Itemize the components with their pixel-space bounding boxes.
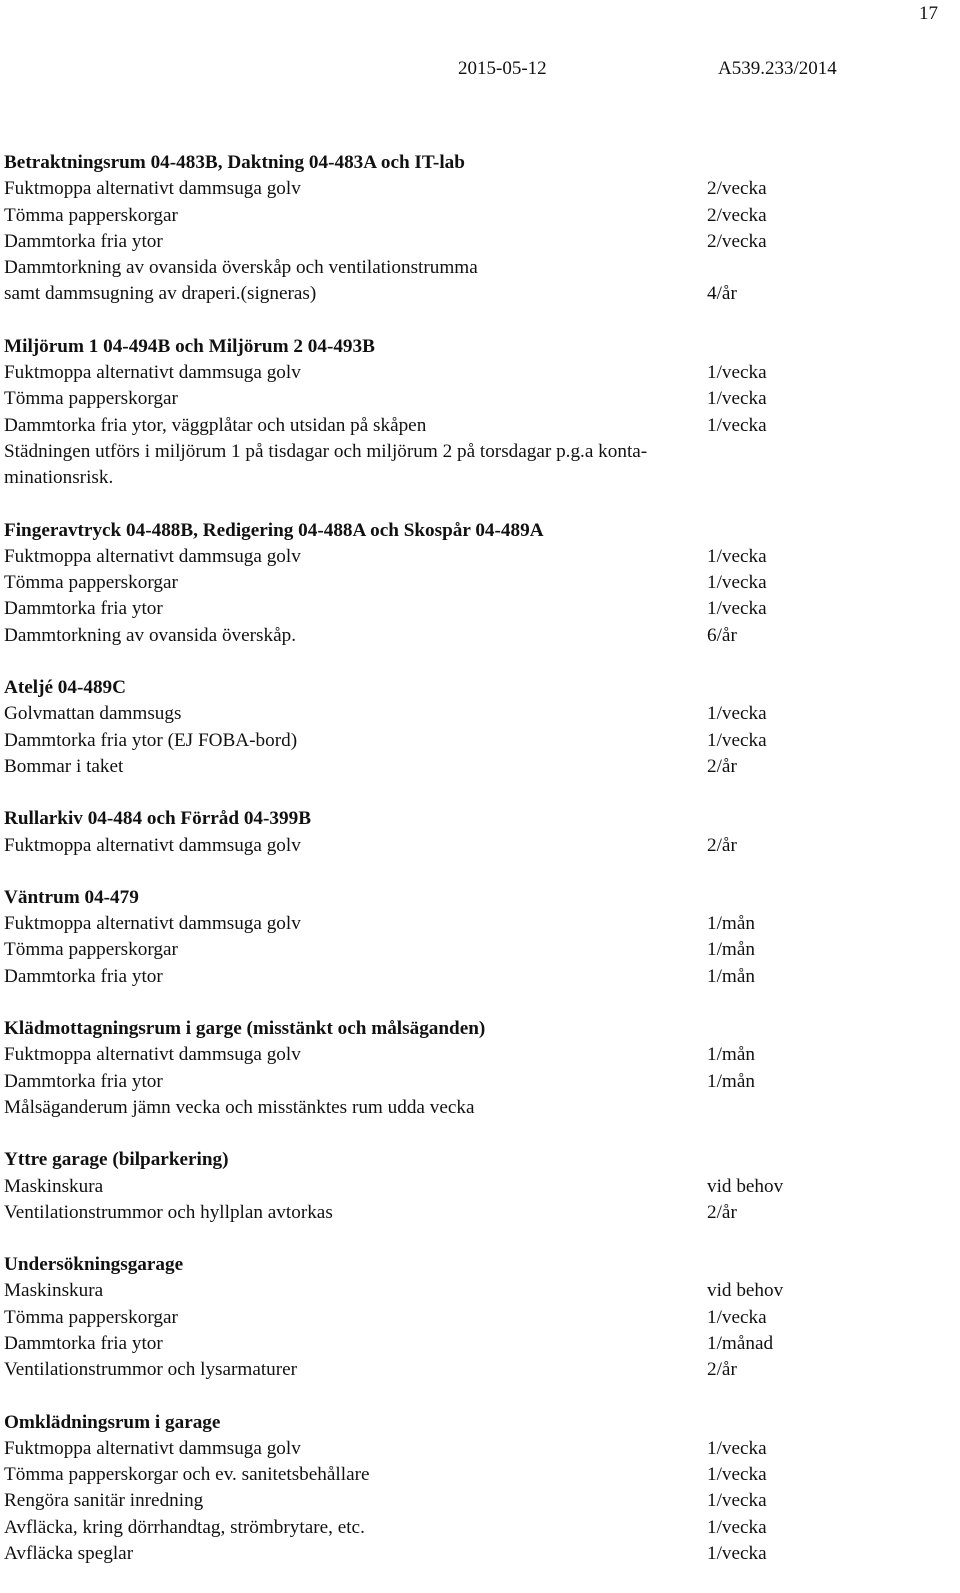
task-row	[4, 281, 904, 307]
room-section	[4, 806, 904, 859]
task-row	[4, 544, 904, 570]
task-frequency: 6/år	[707, 624, 737, 646]
task-frequency: 1/vecka	[707, 1543, 767, 1565]
task-frequency: 1/vecka	[707, 388, 767, 410]
task-row	[4, 570, 904, 596]
document-reference: A539.233/2014	[718, 58, 837, 79]
task-description: Fuktmoppa alternativt dammsuga golv	[4, 834, 301, 856]
section-heading: Väntrum 04-479	[4, 886, 139, 908]
task-frequency: 2/år	[707, 1201, 737, 1223]
task-row	[4, 623, 904, 649]
room-section	[4, 1410, 904, 1568]
section-heading: Fingeravtryck 04-488B, Redigering 04-488A och Skospår 04-489A	[4, 519, 544, 541]
task-description: Målsäganderum jämn vecka och misstänktes rum udda vecka	[4, 1096, 475, 1118]
task-frequency: 1/vecka	[707, 545, 767, 567]
task-description: Fuktmoppa alternativt dammsuga golv	[4, 1044, 301, 1066]
task-row	[4, 754, 904, 780]
task-description: Ventilationstrummor och lysarmaturer	[4, 1359, 298, 1381]
task-description: Tömma papperskorgar	[4, 939, 178, 961]
task-frequency: 1/vecka	[707, 1437, 767, 1459]
task-row	[4, 1305, 904, 1331]
task-row	[4, 937, 904, 963]
task-frequency: 1/vecka	[707, 362, 767, 384]
task-description: Avfläcka, kring dörrhandtag, strömbrytare, etc.	[4, 1516, 365, 1538]
task-description: Maskinskura	[4, 1280, 104, 1302]
task-row	[4, 1095, 904, 1121]
room-section	[4, 675, 904, 780]
section-heading: Omklädningsrum i garage	[4, 1411, 221, 1433]
task-description: Dammtorka fria ytor (EJ FOBA-bord)	[4, 729, 298, 751]
task-row	[4, 911, 904, 937]
task-row	[4, 833, 904, 859]
document-date: 2015-05-12	[458, 58, 547, 79]
task-frequency: 1/månad	[707, 1332, 774, 1354]
task-description: Städningen utförs i miljörum 1 på tisdagar och miljörum 2 på torsdagar p.g.a konta-	[4, 440, 648, 462]
task-description: Rengöra sanitär inredning	[4, 1490, 204, 1512]
room-section	[4, 518, 904, 649]
task-row	[4, 1515, 904, 1541]
task-description: samt dammsugning av draperi.(signeras)	[4, 283, 317, 305]
task-row	[4, 701, 904, 727]
room-section	[4, 1252, 904, 1383]
task-description: Tömma papperskorgar	[4, 1306, 178, 1328]
task-frequency: 1/mån	[707, 939, 755, 961]
task-description: Dammtorka fria ytor, väggplåtar och utsidan på skåpen	[4, 414, 427, 436]
task-row	[4, 176, 904, 202]
task-row	[4, 1357, 904, 1383]
task-row	[4, 1278, 904, 1304]
task-frequency: 1/vecka	[707, 572, 767, 594]
task-description: Dammtorka fria ytor	[4, 1070, 163, 1092]
task-row	[4, 1200, 904, 1226]
task-row	[4, 1042, 904, 1068]
task-frequency: 1/vecka	[707, 1490, 767, 1512]
task-description: minationsrisk.	[4, 467, 114, 489]
task-row	[4, 596, 904, 622]
task-frequency: 4/år	[707, 283, 737, 305]
task-frequency: 2/vecka	[707, 230, 767, 252]
room-section	[4, 1016, 904, 1121]
task-description: Bommar i taket	[4, 755, 124, 777]
task-description: Dammtorka fria ytor	[4, 598, 163, 620]
task-description: Fuktmoppa alternativt dammsuga golv	[4, 913, 301, 935]
room-section	[4, 1147, 904, 1226]
task-description: Tömma papperskorgar	[4, 204, 178, 226]
task-frequency: vid behov	[707, 1175, 784, 1197]
task-description: Dammtorkning av ovansida överskåp.	[4, 624, 297, 646]
task-frequency: 1/mån	[707, 1070, 755, 1092]
task-frequency: 2/vecka	[707, 178, 767, 200]
task-row	[4, 386, 904, 412]
task-frequency: 1/mån	[707, 913, 755, 935]
task-row	[4, 1069, 904, 1095]
task-frequency: vid behov	[707, 1280, 784, 1302]
task-description: Golvmattan dammsugs	[4, 703, 182, 725]
task-description: Avfläcka speglar	[4, 1543, 134, 1565]
section-heading: Miljörum 1 04-494B och Miljörum 2 04-493B	[4, 335, 375, 357]
task-description: Fuktmoppa alternativt dammsuga golv	[4, 362, 301, 384]
task-row	[4, 360, 904, 386]
task-frequency: 2/år	[707, 834, 737, 856]
task-row	[4, 1488, 904, 1514]
room-section	[4, 150, 904, 308]
task-description: Maskinskura	[4, 1175, 104, 1197]
task-description: Dammtorka fria ytor	[4, 965, 163, 987]
section-heading: Rullarkiv 04-484 och Förråd 04-399B	[4, 808, 311, 830]
task-row	[4, 1541, 904, 1567]
task-description: Fuktmoppa alternativt dammsuga golv	[4, 178, 301, 200]
task-frequency: 1/vecka	[707, 703, 767, 725]
task-frequency: 1/vecka	[707, 598, 767, 620]
task-frequency: 1/vecka	[707, 729, 767, 751]
cleaning-schedule	[4, 150, 904, 1593]
task-description: Ventilationstrummor och hyllplan avtorkas	[4, 1201, 333, 1223]
task-row	[4, 728, 904, 754]
task-frequency: 2/vecka	[707, 204, 767, 226]
task-frequency: 2/år	[707, 755, 737, 777]
room-section	[4, 885, 904, 990]
section-heading: Ateljé 04-489C	[4, 677, 127, 699]
task-description: Dammtorka fria ytor	[4, 230, 163, 252]
task-row	[4, 964, 904, 990]
room-section	[4, 334, 904, 492]
task-description: Tömma papperskorgar	[4, 572, 178, 594]
section-heading: Betraktningsrum 04-483B, Daktning 04-483A och IT-lab	[4, 152, 465, 173]
task-row	[4, 255, 904, 281]
task-frequency: 2/år	[707, 1359, 737, 1381]
task-frequency: 1/vecka	[707, 1464, 767, 1486]
task-description: Dammtorkning av ovansida överskåp och ventilationstrumma	[4, 257, 478, 279]
task-description: Tömma papperskorgar och ev. sanitetsbehållare	[4, 1464, 370, 1486]
task-row	[4, 439, 904, 465]
task-row	[4, 1174, 904, 1200]
section-heading: Klädmottagningsrum i garge (misstänkt och målsäganden)	[4, 1018, 486, 1040]
section-heading: Yttre garage (bilparkering)	[4, 1149, 229, 1171]
task-row	[4, 1462, 904, 1488]
task-row	[4, 1331, 904, 1357]
task-description: Fuktmoppa alternativt dammsuga golv	[4, 545, 301, 567]
section-heading: Undersökningsgarage	[4, 1254, 184, 1276]
task-row	[4, 465, 904, 491]
page-number: 17	[919, 3, 938, 24]
task-frequency: 1/vecka	[707, 414, 767, 436]
task-row	[4, 1436, 904, 1462]
task-description: Tömma papperskorgar	[4, 388, 178, 410]
task-frequency: 1/vecka	[707, 1516, 767, 1538]
task-row	[4, 413, 904, 439]
task-frequency: 1/mån	[707, 965, 755, 987]
task-row	[4, 229, 904, 255]
task-row	[4, 203, 904, 229]
task-description: Fuktmoppa alternativt dammsuga golv	[4, 1437, 301, 1459]
task-frequency: 1/mån	[707, 1044, 755, 1066]
task-description: Dammtorka fria ytor	[4, 1332, 163, 1354]
task-frequency: 1/vecka	[707, 1306, 767, 1328]
